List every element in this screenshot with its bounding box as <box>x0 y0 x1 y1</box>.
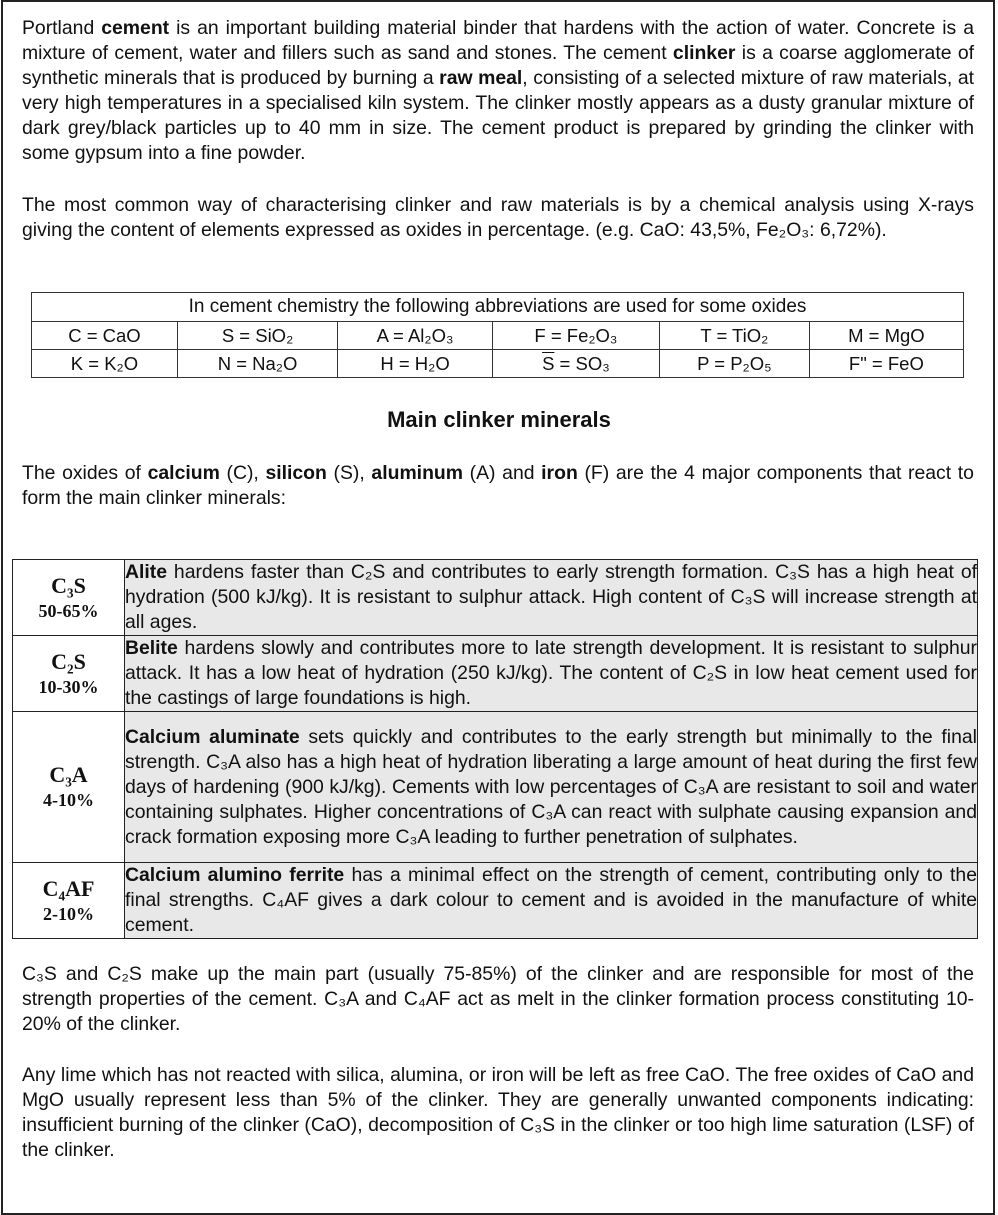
mineral-formula: C₄AF <box>42 875 95 901</box>
abbreviation-cell: C = CaO <box>32 322 178 350</box>
mineral-text: hardens faster than C₂S and contributes to early strength formation. C₃S has a high heat of hydration (500 kJ/kg). It is resistant to sulphur attack. High content of C₃S will increase strength at all ages. <box>125 561 977 633</box>
mineral-label-cell <box>13 863 125 939</box>
term-calcium: calcium <box>147 462 220 484</box>
mineral-percentage: 50-65% <box>38 600 99 621</box>
text-run: (C), <box>219 462 266 484</box>
text-run: Fe₂O₃: 6,72%). <box>756 219 887 241</box>
mineral-text: hardens slowly and contributes more to late strength development. It is resistant to sulphur attack. It has a low heat of hydration (250 kJ/kg). The content of C₂S in low heat cement used for the castings of large foundations is high. <box>125 637 977 709</box>
mineral-label-cell <box>13 636 125 712</box>
intro-paragraph <box>22 16 974 166</box>
abbreviation-cell: K = K₂O <box>32 350 178 378</box>
abbreviation-cell <box>492 350 659 378</box>
abbreviation-table-header: In cement chemistry the following abbreviations are used for some oxides <box>32 293 964 322</box>
minerals-table <box>12 559 978 939</box>
abbreviation-cell: N = Na₂O <box>177 350 337 378</box>
abbreviation-table <box>31 292 964 378</box>
text-run: The most common way of characterising clinker and raw materials is by a chemical analysis using X-rays giving the content of elements expressed as oxides in percentage. (e.g. CaO: 43,5%, <box>22 194 974 241</box>
term-raw-meal: raw meal <box>439 67 523 89</box>
abbreviation-cell: F = Fe₂O₃ <box>492 322 659 350</box>
mineral-row <box>13 712 978 863</box>
text-run: (S), <box>326 462 372 484</box>
components-paragraph <box>22 461 974 511</box>
mineral-name: Calcium aluminate <box>125 725 300 748</box>
section-title: Main clinker minerals <box>387 407 611 432</box>
abbreviation-cell: P = P₂O₅ <box>659 350 809 378</box>
mineral-percentage: 2-10% <box>43 903 94 924</box>
abbreviation-cell: F" = FeO <box>809 350 963 378</box>
abbreviation-cell: A = Al₂O₃ <box>338 322 493 350</box>
text-run: is a coarse agglomerate of synthetic minerals that is produced by burning a <box>22 42 974 89</box>
mineral-row <box>13 863 978 939</box>
mineral-percentage: 10-30% <box>38 676 99 697</box>
mineral-description <box>125 636 978 712</box>
mineral-name: Belite <box>125 637 178 659</box>
text-run: (A) and <box>463 462 542 484</box>
abbreviation-cell: T = TiO₂ <box>659 322 809 350</box>
mineral-row <box>13 636 978 712</box>
abbreviation-cell: H = H₂O <box>338 350 493 378</box>
abbreviation-text: = SO₃ <box>554 352 610 374</box>
mineral-description <box>125 560 978 636</box>
mineral-text: has a minimal effect on the strength of cement, contributing only to the final strengths. C₄AF gives a dark colour to cement and is avoided in the manufacture of white cement. <box>125 864 977 936</box>
text-run: (F) are the 4 major components that react to form the main clinker minerals: <box>22 462 974 509</box>
term-iron: iron <box>541 462 578 484</box>
text-run: is an important building material binder that hardens with the action of water. Concrete is a mixture of cement, water and fillers such as sand and stones. The cement <box>22 17 974 64</box>
mineral-formula: C₂S <box>51 648 86 674</box>
main-part-paragraph: C₃S and C₂S make up the main part (usually 75-85%) of the clinker and are responsible for most of the strength properties of the cement. C₃A and C₄AF act as melt in the clinker formation process constituting 10-20% of the clinker. <box>22 963 974 1035</box>
abbreviation-row <box>32 322 964 350</box>
mineral-label-cell <box>13 712 125 863</box>
mineral-name: Calcium alumino ferrite <box>125 864 345 886</box>
term-silicon: silicon <box>265 462 327 484</box>
free-lime-paragraph: Any lime which has not reacted with silica, alumina, or iron will be left as free CaO. The free oxides of CaO and MgO usually represent less than 5% of the clinker. They are generally unwanted components indicating: insufficient burning of the clinker (CaO), decomposition of C₃S in the clinker or too high lime saturation (LSF) of the clinker. <box>22 1064 974 1161</box>
mineral-row <box>13 560 978 636</box>
abbreviation-cell: S = SiO₂ <box>177 322 337 350</box>
text-run: Portland <box>22 17 102 39</box>
abbreviation-row <box>32 350 964 378</box>
mineral-formula: C₃A <box>49 762 88 787</box>
analysis-paragraph <box>22 193 974 243</box>
mineral-percentage: 4-10% <box>43 790 94 810</box>
mineral-name: Alite <box>125 561 168 583</box>
term-cement: cement <box>101 17 170 39</box>
term-clinker: clinker <box>672 42 736 64</box>
mineral-formula: C₃S <box>51 572 86 598</box>
mineral-label-cell <box>13 560 125 636</box>
mineral-description <box>125 863 978 939</box>
text-run: , consisting of a selected mixture of raw materials, at very high temperatures in a specialised kiln system. The clinker mostly appears as a dusty granular mixture of dark grey/black particles up to 40 mm in size. The cement product is prepared by grinding the clinker with some gypsum into a fine powder. <box>22 67 975 164</box>
text-run: The oxides of <box>22 462 148 484</box>
term-aluminum: aluminum <box>371 462 463 484</box>
abbreviation-cell: M = MgO <box>809 322 963 350</box>
sulfur-bar-symbol: $\overline{S}$ <box>542 352 555 374</box>
mineral-description <box>125 712 978 863</box>
mineral-text: sets quickly and contributes to the early strength but minimally to the final strength. C₃A also has a high heat of hydration liberating a large amount of heat during the first few days of hardening (900 kJ/kg). Cements with low percentages of C₃A are resistant to soil and water containing sulphates. Higher concentrations of C₃A can react with sulphate causing expansion and crack formation exposing more C₃A leading to further penetration of sulphates. <box>125 725 977 848</box>
